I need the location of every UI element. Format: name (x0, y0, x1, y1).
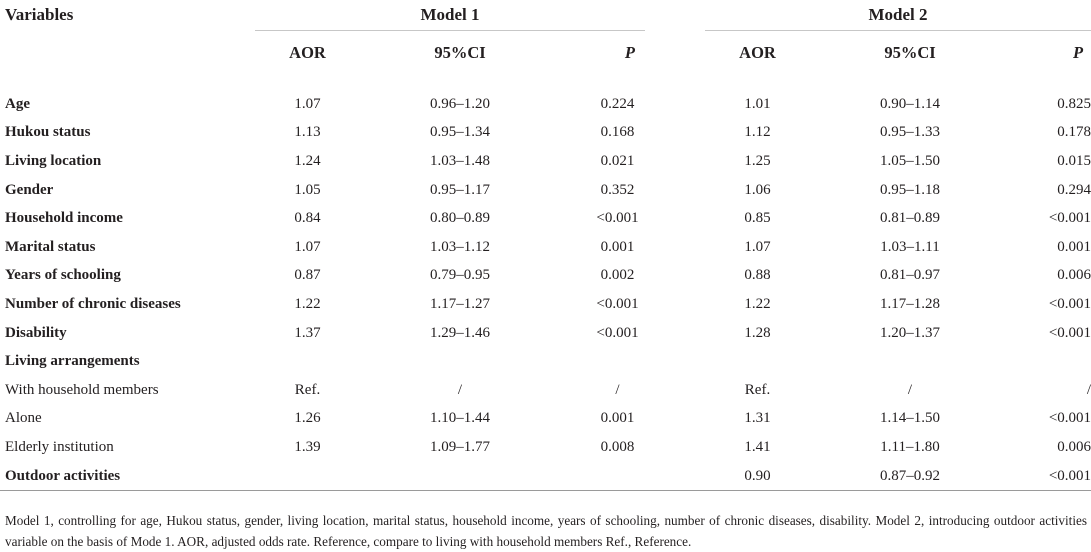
model2-aor-cell: 1.41 (744, 438, 771, 455)
model2-p-cell: 0.006 (1057, 438, 1091, 455)
model2-aor-cell: 1.31 (744, 410, 771, 427)
model1-aor-cell: 1.22 (294, 295, 321, 312)
model1-aor-cell: 0.84 (294, 210, 321, 227)
model2-p-cell: / (1086, 381, 1091, 398)
table-row (0, 90, 1091, 119)
model2-aor-cell: 0.85 (744, 210, 771, 227)
model1-p-cell: 0.224 (600, 95, 635, 112)
model1-p-cell: <0.001 (596, 324, 639, 341)
model2-ci-cell: 0.95–1.33 (880, 124, 941, 141)
model2-aor-cell: 1.06 (744, 181, 771, 198)
row-label: Elderly institution (5, 438, 114, 455)
model1-p-cell: 0.021 (600, 152, 635, 169)
model2-aor-cell: 1.07 (744, 238, 771, 255)
model1-header: Model 1 (420, 5, 480, 24)
model2-aor-cell: 0.90 (705, 462, 810, 491)
model2-p-cell: 0.006 (1057, 267, 1091, 284)
table-row (0, 319, 1091, 348)
model2-p-header: P (1010, 31, 1091, 76)
model1-p-cell: <0.001 (596, 210, 639, 227)
model1-ci-cell: 1.17–1.27 (430, 295, 490, 312)
table-row (0, 233, 1091, 262)
model1-aor-cell: 1.13 (294, 124, 321, 141)
model2-p-cell: <0.001 (1048, 210, 1091, 227)
row-label: Age (5, 95, 30, 112)
model2-aor-cell (705, 347, 810, 376)
model1-aor-header: AOR (255, 31, 360, 76)
model2-p-cell: <0.001 (1048, 410, 1091, 427)
row-label: Living location (5, 152, 102, 169)
model1-p-cell: / (615, 381, 620, 398)
model1-ci-cell: 1.03–1.48 (430, 152, 490, 169)
header-row-models (0, 0, 1091, 31)
table-row (0, 119, 1091, 148)
model1-p-cell (560, 462, 645, 491)
model1-p-header: P (560, 31, 645, 76)
model2-ci-cell: 1.11–1.80 (880, 438, 940, 455)
model1-ci-cell: 0.95–1.34 (430, 124, 490, 141)
model2-aor-header: AOR (705, 31, 810, 76)
row-label: Hukou status (5, 124, 91, 141)
row-label: With household members (5, 381, 159, 398)
model1-ci-cell: 0.95–1.17 (430, 181, 490, 198)
model1-p-cell: 0.168 (600, 124, 635, 141)
row-label: Marital status (5, 238, 96, 255)
variables-header: Variables (5, 5, 74, 25)
row-label: Disability (5, 324, 67, 341)
model1-ci-cell (360, 347, 560, 376)
row-label: Number of chronic diseases (5, 295, 181, 312)
model1-aor-cell: 1.07 (294, 95, 321, 112)
model2-ci-cell: 0.95–1.18 (880, 181, 941, 198)
model1-ci-cell: 0.80–0.89 (430, 210, 490, 227)
model1-p-cell: 0.001 (600, 238, 635, 255)
table-row (0, 147, 1091, 176)
model2-aor-cell: Ref. (744, 381, 771, 398)
model1-aor-cell: 1.05 (294, 181, 321, 198)
model1-p-cell: <0.001 (596, 295, 639, 312)
model2-ci-cell (810, 347, 1010, 376)
model2-ci-cell: 0.87–0.92 (810, 462, 1010, 491)
model2-aor-cell: 1.01 (744, 95, 771, 112)
model1-p-cell (560, 347, 645, 376)
model2-aor-cell: 1.25 (744, 152, 771, 169)
model2-p-cell: 0.825 (1057, 95, 1091, 112)
model2-p-cell: <0.001 (1048, 295, 1091, 312)
table-row (0, 405, 1091, 434)
model1-aor-cell: 1.07 (294, 238, 321, 255)
table-row (0, 176, 1091, 205)
model2-ci-cell: 0.90–1.14 (880, 95, 941, 112)
row-label: Alone (5, 410, 42, 427)
model1-aor-cell: 1.37 (294, 324, 321, 341)
model2-aor-cell: 1.28 (744, 324, 771, 341)
row-label: Outdoor activities (0, 462, 255, 491)
table-footnote: Model 1, controlling for age, Hukou status, gender, living location, marital status, household income, years of schooling, number of chronic diseases, disability. Model 2, introducing outdoor activities variable on the basis of Mode 1. AOR, adjusted odds rate. Reference, compare to living with household members Ref., Reference. (5, 513, 1087, 549)
model1-ci-cell: 1.03–1.12 (430, 238, 490, 255)
model2-p-cell: 0.178 (1057, 124, 1091, 141)
model1-ci-cell: 0.96–1.20 (430, 95, 490, 112)
model1-aor-cell (255, 347, 360, 376)
model2-aor-cell: 0.88 (744, 267, 771, 284)
header-row-stats (0, 31, 1091, 76)
model2-header: Model 2 (868, 5, 928, 24)
model2-p-cell: 0.294 (1057, 181, 1091, 198)
model1-ci-cell: 1.09–1.77 (430, 438, 490, 455)
model2-aor-cell: 1.22 (744, 295, 771, 312)
row-label: Gender (5, 181, 54, 198)
model1-aor-cell: 1.26 (294, 410, 321, 427)
model2-p-cell (1010, 347, 1091, 376)
row-label: Household income (5, 210, 123, 227)
model1-ci-cell: 0.79–0.95 (430, 267, 490, 284)
model1-aor-cell: 1.24 (294, 152, 321, 169)
table-row (0, 376, 1091, 405)
table-row (0, 462, 1091, 491)
model1-p-cell: 0.001 (600, 410, 635, 427)
model1-ci-cell: / (457, 381, 463, 398)
model1-aor-cell: Ref. (294, 381, 321, 398)
model1-p-cell: 0.002 (600, 267, 635, 284)
model2-p-cell: 0.001 (1057, 238, 1091, 255)
model1-aor-cell (255, 462, 360, 491)
model1-p-cell: 0.352 (600, 181, 635, 198)
model2-ci-cell: 1.14–1.50 (880, 410, 941, 427)
model2-ci-header: 95%CI (810, 31, 1010, 76)
model2-aor-cell: 1.12 (744, 124, 771, 141)
model1-ci-cell (360, 462, 560, 491)
model2-ci-cell: 0.81–0.97 (880, 267, 941, 284)
model1-aor-cell: 0.87 (294, 267, 321, 284)
row-label: Years of schooling (5, 267, 121, 284)
model2-p-cell: <0.001 (1048, 324, 1091, 341)
model2-p-cell: 0.015 (1057, 152, 1091, 169)
model2-ci-cell: 0.81–0.89 (880, 210, 941, 227)
table-row (0, 204, 1091, 233)
model1-p-cell: 0.008 (600, 438, 635, 455)
table-row (0, 347, 1091, 376)
table-row (0, 262, 1091, 291)
model2-ci-cell: 1.17–1.28 (880, 295, 941, 312)
model2-ci-cell: / (907, 381, 913, 398)
model2-ci-cell: 1.05–1.50 (880, 152, 941, 169)
model1-ci-cell: 1.29–1.46 (430, 324, 490, 341)
row-label: Living arrangements (5, 353, 140, 370)
model2-ci-cell: 1.03–1.11 (880, 238, 940, 255)
model1-ci-cell: 1.10–1.44 (430, 410, 490, 427)
table-row (0, 290, 1091, 319)
model2-ci-cell: 1.20–1.37 (880, 324, 941, 341)
model2-p-cell: <0.001 (1010, 462, 1091, 491)
model1-ci-header: 95%CI (360, 31, 560, 76)
table-row (0, 433, 1091, 462)
model1-aor-cell: 1.39 (294, 438, 321, 455)
